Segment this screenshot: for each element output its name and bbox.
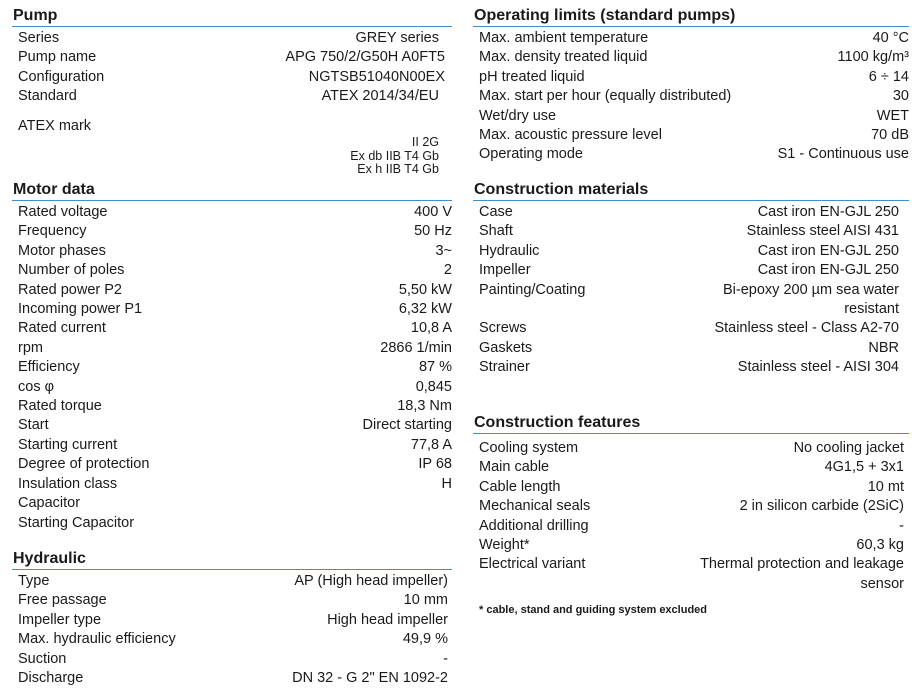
pump-row-series: Series GREY series xyxy=(18,30,439,46)
materials-row-label: Impeller xyxy=(479,262,531,279)
materials-section xyxy=(473,181,909,378)
features-row xyxy=(473,439,909,458)
materials-row-value: Bi-epoxy 200 µm sea water resistant xyxy=(723,281,899,318)
motor-row xyxy=(12,203,452,222)
motor-row-label: Degree of protection xyxy=(18,456,150,473)
motor-row xyxy=(12,455,452,474)
limits-row-value: 70 dB xyxy=(871,127,909,144)
limits-row-label: Max. start per hour (equally distributed) xyxy=(479,88,732,105)
motor-row-label: Motor phases xyxy=(18,242,106,259)
hydraulic-row-label: Discharge xyxy=(18,670,84,687)
motor-row xyxy=(12,378,452,397)
motor-row xyxy=(12,261,452,280)
pump-row-standard: Standard ATEX 2014/34/EU xyxy=(18,88,439,105)
materials-row-label: Gaskets xyxy=(479,339,533,356)
materials-row-label: Strainer xyxy=(479,359,530,376)
pump-section-title: Pump xyxy=(12,7,452,27)
motor-row-label: Rated torque xyxy=(18,398,102,415)
motor-row-value: 0,845 xyxy=(415,378,452,395)
pump-row-atex-mark: ATEX mark xyxy=(18,117,92,134)
features-row-value: 4G1,5 + 3x1 xyxy=(824,459,904,476)
features-row-label: Cable length xyxy=(479,478,561,495)
hydraulic-section xyxy=(12,550,452,688)
features-row-label: Mechanical seals xyxy=(479,498,591,515)
features-row-value: Thermal protection and leakage sensor xyxy=(700,556,904,592)
features-section xyxy=(473,414,909,616)
atex-mark-lines xyxy=(12,136,452,177)
materials-row-value: Stainless steel AISI 431 xyxy=(746,223,899,240)
features-row-label: Cooling system xyxy=(479,440,579,456)
motor-row-value: 5,50 kW xyxy=(398,281,452,298)
hydraulic-row-value: 49,9 % xyxy=(402,631,448,648)
materials-rows xyxy=(473,203,909,378)
materials-row-value: Cast iron EN-GJL 250 xyxy=(757,204,899,220)
motor-row-value: 50 Hz xyxy=(414,223,452,240)
hydraulic-row-value: AP (High head impeller) xyxy=(294,573,448,589)
motor-row xyxy=(12,339,452,358)
limits-row xyxy=(473,68,909,87)
motor-row xyxy=(12,475,452,494)
atex-line: Ex h IIB T4 Gb xyxy=(357,162,439,177)
footnote: * cable, stand and guiding system excluded xyxy=(479,604,708,617)
materials-row-label: Screws xyxy=(479,320,527,337)
limits-section-title: Operating limits (standard pumps) xyxy=(473,7,909,27)
motor-row xyxy=(12,281,452,300)
limits-row xyxy=(473,87,909,106)
features-row xyxy=(473,536,909,555)
features-row-label: Additional drilling xyxy=(479,517,589,534)
hydraulic-row-value: High head impeller xyxy=(327,611,448,628)
hydraulic-row xyxy=(12,650,452,669)
motor-row xyxy=(12,358,452,377)
limits-row xyxy=(473,126,909,145)
motor-row xyxy=(12,242,452,261)
limits-row-value: S1 - Continuous use xyxy=(777,146,909,163)
hydraulic-row-value: - xyxy=(443,650,448,667)
limits-rows xyxy=(473,29,909,165)
materials-row-value: Stainless steel - AISI 304 xyxy=(737,359,899,376)
motor-row-label: Number of poles xyxy=(18,262,125,279)
hydraulic-row-label: Suction xyxy=(18,650,67,667)
limits-row-label: Max. density treated liquid xyxy=(479,49,648,66)
motor-row xyxy=(12,416,452,435)
materials-row xyxy=(473,261,909,280)
motor-row-value: Direct starting xyxy=(362,417,452,434)
motor-row-label: Rated power P2 xyxy=(18,281,122,298)
hydraulic-row-label: Free passage xyxy=(18,592,107,609)
hydraulic-row-value: DN 32 - G 2" EN 1092-2 xyxy=(292,670,448,687)
hydraulic-section-title: Hydraulic xyxy=(12,550,452,570)
materials-row-label: Case xyxy=(479,204,513,220)
pump-section xyxy=(12,7,452,177)
motor-row-label: Start xyxy=(18,417,49,434)
motor-row xyxy=(12,514,452,533)
limits-row-label: Max. acoustic pressure level xyxy=(479,127,662,144)
materials-row-value: NBR xyxy=(868,339,899,356)
motor-row-value: 2866 1/min xyxy=(380,339,452,356)
atex-line: II 2G xyxy=(411,135,439,150)
limits-row xyxy=(473,29,909,48)
motor-row xyxy=(12,397,452,416)
materials-row xyxy=(473,319,909,338)
pump-row-configuration: Configuration NGTSB51040N00EX xyxy=(18,68,445,85)
motor-row xyxy=(12,300,452,319)
motor-row-label: Efficiency xyxy=(18,359,80,376)
motor-row-label: Starting current xyxy=(18,436,118,453)
features-row xyxy=(473,497,909,516)
materials-row xyxy=(473,358,909,377)
motor-row-label: Rated voltage xyxy=(18,204,108,220)
motor-row-value: 400 V xyxy=(414,204,452,220)
materials-row-label: Hydraulic xyxy=(479,242,540,259)
atex-line: Ex db IIB T4 Gb xyxy=(350,148,439,163)
pump-row-name: Pump name APG 750/2/G50H A0FT5 xyxy=(18,49,445,66)
motor-row xyxy=(12,222,452,241)
hydraulic-row xyxy=(12,572,452,591)
motor-row-value: 87 % xyxy=(418,359,452,376)
hydraulic-row-value: 10 mm xyxy=(403,592,448,609)
limits-row-value: 30 xyxy=(892,88,909,105)
materials-row xyxy=(473,242,909,261)
motor-section-title: Motor data xyxy=(12,181,452,201)
features-row-label: Weight* xyxy=(479,537,530,554)
features-row-value: 60,3 kg xyxy=(856,537,904,554)
features-row xyxy=(473,478,909,497)
materials-section-title: Construction materials xyxy=(473,181,909,201)
limits-row xyxy=(473,107,909,126)
motor-row xyxy=(12,436,452,455)
limits-row-label: Max. ambient temperature xyxy=(479,30,649,46)
motor-rows xyxy=(12,203,452,533)
hydraulic-row-label: Impeller type xyxy=(18,611,102,628)
motor-row-value: 10,8 A xyxy=(410,320,452,337)
materials-row xyxy=(473,203,909,222)
motor-row-value: 18,3 Nm xyxy=(397,398,452,415)
motor-row-label: Insulation class xyxy=(18,475,118,492)
motor-section xyxy=(12,181,452,533)
limits-row-value: 40 °C xyxy=(872,30,909,46)
materials-row xyxy=(473,222,909,241)
motor-row xyxy=(12,319,452,338)
features-row-value: 2 in silicon carbide (2SiC) xyxy=(739,498,904,515)
hydraulic-row xyxy=(12,630,452,649)
features-row-label: Electrical variant xyxy=(479,556,586,573)
features-row-value: - xyxy=(899,517,904,534)
motor-row-value: 77,8 A xyxy=(410,436,452,453)
motor-row xyxy=(12,494,452,513)
limits-row xyxy=(473,145,909,164)
features-row xyxy=(473,458,909,477)
limits-row-label: pH treated liquid xyxy=(479,68,585,85)
hydraulic-rows xyxy=(12,572,452,688)
features-row xyxy=(473,517,909,536)
motor-row-label: Rated current xyxy=(18,320,106,337)
limits-row xyxy=(473,48,909,67)
materials-row xyxy=(473,339,909,358)
limits-section xyxy=(473,7,909,165)
hydraulic-row xyxy=(12,591,452,610)
limits-row-value: 6 ÷ 14 xyxy=(868,68,909,85)
hydraulic-row-label: Type xyxy=(18,573,50,589)
limits-row-label: Operating mode xyxy=(479,146,583,163)
hydraulic-row xyxy=(12,611,452,630)
features-row-value: No cooling jacket xyxy=(793,440,904,456)
motor-row-label: Starting Capacitor xyxy=(18,514,135,531)
motor-row-value: 3~ xyxy=(435,242,452,259)
materials-row xyxy=(473,281,909,320)
features-row-value: 10 mt xyxy=(867,478,904,495)
motor-row-value: IP 68 xyxy=(418,456,452,473)
features-row xyxy=(473,555,909,594)
hydraulic-row xyxy=(12,669,452,688)
hydraulic-row-label: Max. hydraulic efficiency xyxy=(18,631,176,648)
pump-rows xyxy=(12,29,452,177)
motor-row-label: Incoming power P1 xyxy=(18,301,143,318)
motor-row-value: H xyxy=(441,475,452,492)
motor-row-label: Capacitor xyxy=(18,495,81,512)
motor-row-value: 2 xyxy=(443,262,452,279)
materials-row-label: Painting/Coating xyxy=(479,281,586,298)
materials-row-value: Stainless steel - Class A2-70 xyxy=(714,320,899,337)
motor-row-label: rpm xyxy=(18,339,43,356)
limits-row-value: 1100 kg/m³ xyxy=(837,49,909,66)
limits-row-label: Wet/dry use xyxy=(479,107,557,124)
motor-row-value: 6,32 kW xyxy=(398,301,452,318)
motor-row-label: Frequency xyxy=(18,223,87,240)
materials-row-value: Cast iron EN-GJL 250 xyxy=(757,262,899,279)
features-rows xyxy=(473,439,909,594)
motor-row-label: cos φ xyxy=(18,378,54,395)
features-row-label: Main cable xyxy=(479,459,550,476)
materials-row-label: Shaft xyxy=(479,223,513,240)
features-section-title: Construction features xyxy=(473,414,909,434)
materials-row-value: Cast iron EN-GJL 250 xyxy=(757,242,899,259)
limits-row-value: WET xyxy=(876,107,909,124)
